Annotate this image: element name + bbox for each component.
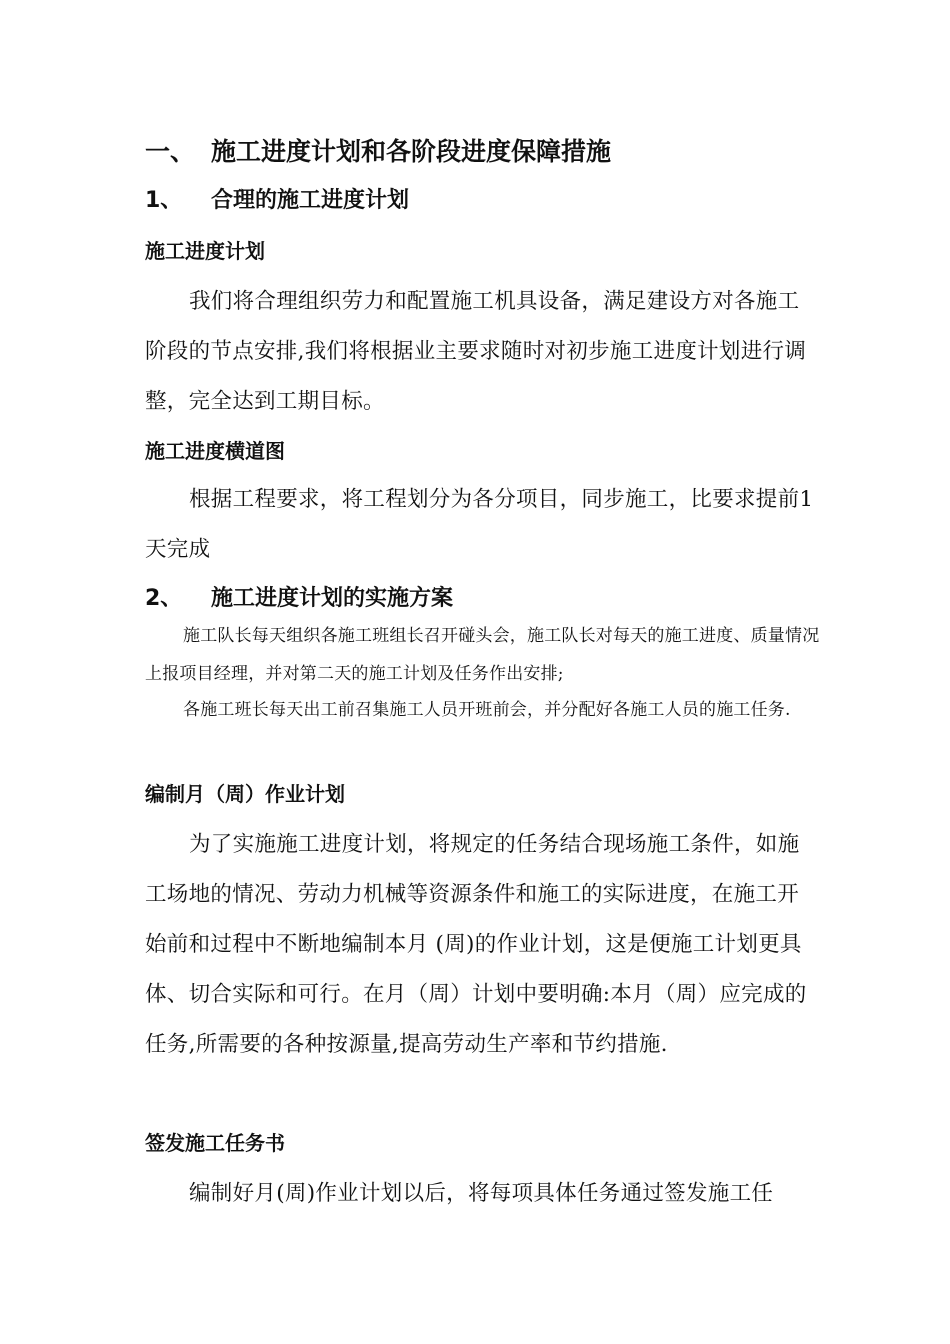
section-1-title: 合理的施工进度计划 xyxy=(211,188,410,213)
subheading-schedule: 施工进度计划 xyxy=(145,239,265,263)
main-heading-number: 一、 xyxy=(145,137,196,166)
section-1-number: 1、 xyxy=(145,188,183,213)
section-2-heading xyxy=(145,583,453,615)
paragraph-schedule: 我们将合理组织劳力和配置施工机具设备，满足建设方对各施工阶段的节点安排,我们将根据业主要求随时对初步施工进度计划进行调整，完全达到工期目标。 xyxy=(145,289,807,414)
subheading-monthly-plan: 编制月（周）作业计划 xyxy=(145,782,345,806)
paragraph-monthly-plan: 为了实施施工进度计划，将规定的任务结合现场施工条件，如施工场地的情况、劳动力机械等资源条件和施工的实际进度，在施工开始前和过程中不断地编制本月 (周)的作业计划，这是便施工计划更具体、切合实际和可行。在月（周）计划中要明确:本月（周）应完成的任务,所需要的各种按源量,提高劳动生产率和节约措施. xyxy=(145,832,807,1057)
main-heading xyxy=(145,134,611,170)
section-2-number: 2、 xyxy=(145,586,183,611)
subheading-task-order: 签发施工任务书 xyxy=(145,1131,285,1155)
section-2-title: 施工进度计划的实施方案 xyxy=(211,586,454,611)
section-1-heading xyxy=(145,185,409,217)
paragraph-daily-meeting: 施工队长每天组织各施工班组长召开碰头会，施工队长对每天的施工进度、质量情况上报项目经理，并对第二天的施工计划及任务作出安排; xyxy=(145,626,820,684)
paragraph-pre-shift-meeting: 各施工班长每天出工前召集施工人员开班前会，并分配好各施工人员的施工任务. xyxy=(183,700,791,720)
subheading-gantt: 施工进度横道图 xyxy=(145,439,285,463)
main-heading-text: 施工进度计划和各阶段进度保障措施 xyxy=(211,137,612,166)
paragraph-gantt: 根据工程要求，将工程划分为各分项目，同步施工，比要求提前1天完成 xyxy=(145,487,814,562)
paragraph-task-order: 编制好月(周)作业计划以后，将每项具体任务通过签发施工任 xyxy=(189,1181,774,1206)
